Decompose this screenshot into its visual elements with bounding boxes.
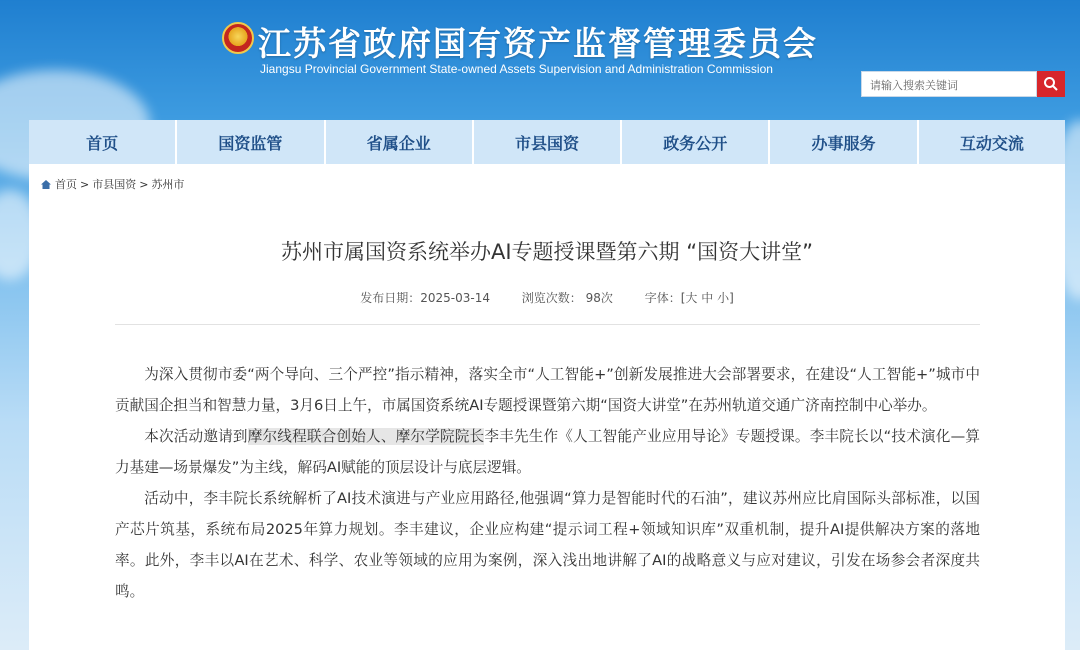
nav-interaction[interactable]: 互动交流	[959, 133, 1024, 153]
emblem-icon	[222, 22, 254, 54]
main-nav	[29, 120, 1065, 164]
font-size-control	[645, 291, 734, 305]
nav-government-affairs[interactable]: 政务公开	[622, 120, 770, 164]
paragraph-text: 本次活动邀请到	[144, 428, 248, 445]
nav-services[interactable]: 办事服务	[770, 120, 918, 164]
search-icon	[1043, 76, 1059, 92]
breadcrumb-current[interactable]: 苏州市	[151, 178, 185, 191]
breadcrumb-section[interactable]: 市县国资	[92, 178, 137, 191]
search-button[interactable]	[1037, 71, 1065, 97]
view-count: 浏览次数： 98次	[521, 291, 613, 305]
publish-date: 发布日期：2025-03-14	[360, 291, 490, 305]
page-title: 苏州市属国资系统举办AI专题授课暨第六期 “国资大讲堂”	[281, 240, 813, 264]
selected-text: 摩尔线程联合创始人、摩尔学院院长	[247, 428, 485, 445]
nav-provincial-enterprises[interactable]: 省属企业	[326, 120, 474, 164]
font-size-large[interactable]: [大	[680, 291, 698, 305]
nav-city-county-assets[interactable]: 市县国资	[474, 120, 622, 164]
font-size-medium[interactable]: 中	[701, 291, 714, 305]
breadcrumb-separator: >	[80, 177, 90, 191]
nav-supervision[interactable]: 国资监管	[177, 120, 325, 164]
nav-home[interactable]: 首页	[29, 120, 177, 164]
font-size-label: 字体：	[644, 291, 681, 305]
site-subtitle: Jiangsu Provincial Government State-owned Assets Supervision and Administration Commission	[260, 62, 773, 76]
paragraph: 活动中，李丰院长系统解析了AI技术演进与产业应用路径,他强调“算力是智能时代的石油”，建议苏州应比肩国际头部标准，以国产芯片筑基，系统布局2025年算力规划。李丰建议，企业应构建“提示词工程+领域知识库”双重机制，提升AI提供解决方案的落地率。此外，李丰以AI在艺术、科学、农业等领域的应用为案例，深入浅出地讲解了AI的战略意义与应对建议，引发在场参会者深度共鸣。	[115, 490, 980, 600]
font-size-small[interactable]: 小]	[717, 291, 734, 305]
paragraph	[115, 421, 980, 483]
breadcrumb-separator: >	[139, 177, 149, 191]
article-body	[115, 359, 980, 607]
search-input[interactable]: 请输入搜索关键词	[861, 71, 1037, 97]
article-panel	[29, 164, 1065, 650]
site-title: 江苏省政府国有资产监督管理委员会	[258, 24, 818, 63]
paragraph: 为深入贯彻市委“两个导向、三个严控”指示精神，落实全市“人工智能+”创新发展推进大会部署要求，在建设“人工智能+”城市中贡献国企担当和智慧力量，3月6日上午，市属国资系统AI专题授课暨第六期“国资大讲堂”在苏州轨道交通广济南控制中心举办。	[115, 366, 980, 414]
breadcrumb	[40, 176, 184, 192]
article-meta	[29, 289, 1065, 306]
home-icon	[40, 179, 52, 190]
site-header	[0, 0, 1080, 120]
paragraph-text: 李丰先生作《人工智能产业应用导论》专题授课。李丰院长以“技术演化—算力基建—场景爆发”为主线，解码AI赋能的顶层设计与底层逻辑。	[115, 428, 980, 476]
divider	[115, 324, 980, 325]
breadcrumb-home[interactable]: 首页	[55, 178, 77, 191]
